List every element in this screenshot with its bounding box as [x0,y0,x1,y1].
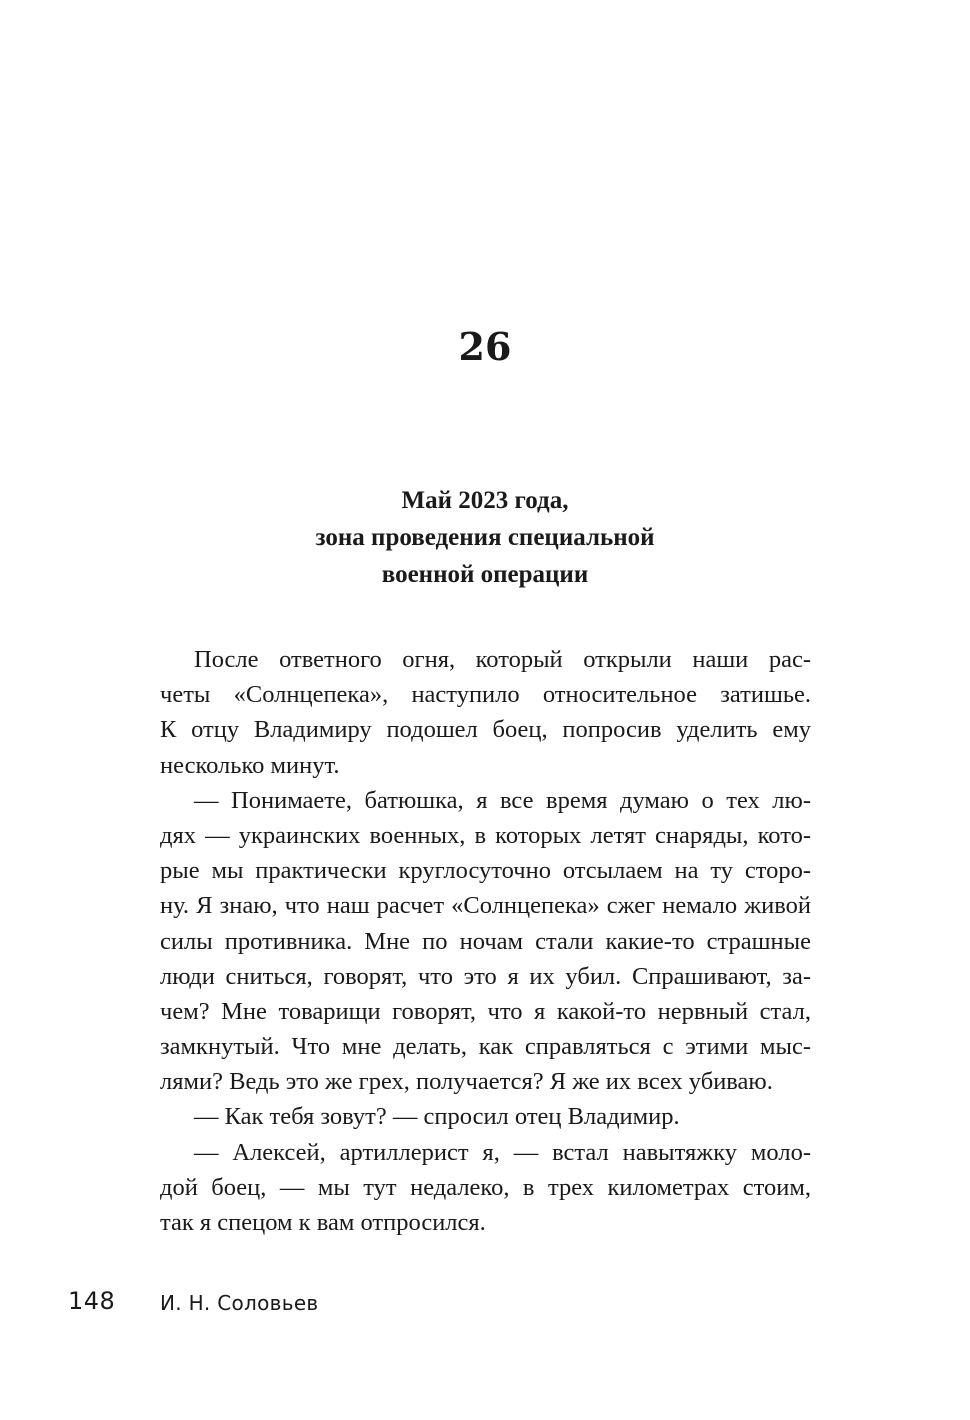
page-number: 148 [68,1287,116,1315]
text-line: люди сниться, говорят, что это я их убил. Спрашивают, за- [160,962,811,990]
running-header-author: И. Н. Соловьев [160,1291,319,1315]
text-line: несколько минут. [160,751,340,779]
text-line: — Алексей, артиллерист я, — встал навытяжку моло- [194,1138,811,1166]
text-line: замкнутый. Что мне делать, как справляться с этими мыс- [160,1033,811,1061]
subtitle-line: военной операции [381,561,589,588]
text-line: лями? Ведь это же грех, получается? Я же их всех убиваю. [160,1068,773,1096]
chapter-subtitle [160,482,810,593]
chapter-number: 26 [458,324,512,369]
page-footer [0,1284,970,1318]
body-text [160,642,811,1240]
text-line: К отцу Владимиру подошел боец, попросив уделить ему [160,716,811,744]
text-line: дой боец, — мы тут недалеко, в трех километрах стоим, [160,1173,811,1201]
subtitle-line: Май 2023 года, [401,487,569,514]
text-line: чем? Мне товарищи говорят, что я какой-то нервный стал, [160,997,811,1025]
text-line: рые мы практически круглосуточно отсылаем на ту сторо- [160,857,811,885]
text-line: ну. Я знаю, что наш расчет «Солнцепека» сжег немало живой [160,892,811,920]
subtitle-line: зона проведения специальной [315,524,655,551]
text-line: — Понимаете, батюшка, я все время думаю о тех лю- [194,786,811,814]
text-line: так я спецом к вам отпросился. [160,1209,486,1236]
text-line: дях — украинских военных, в которых летят снаряды, кото- [160,821,811,849]
text-line: четы «Солнцепека», наступило относительное затишье. [160,681,811,709]
text-line: силы противника. Мне по ночам стали какие-то страшные [160,927,811,955]
text-line: После ответного огня, который открыли наши рас- [194,646,811,673]
text-line: — Как тебя зовут? — спросил отец Владимир. [194,1103,680,1131]
